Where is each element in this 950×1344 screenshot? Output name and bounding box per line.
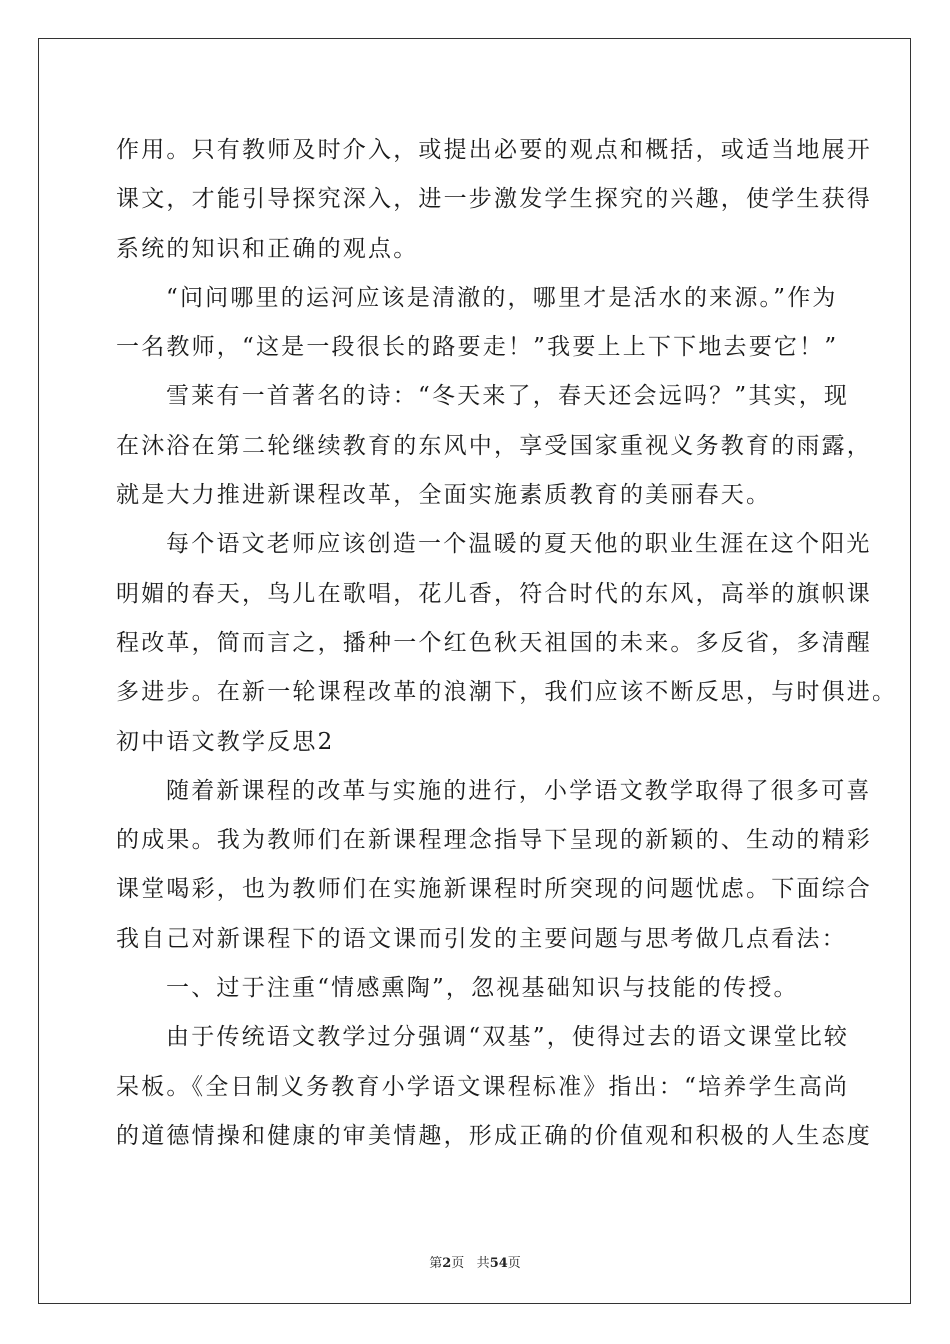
- page-prefix: 第: [429, 1256, 443, 1271]
- text-line: 在沐浴在第二轮继续教育的东风中，享受国家重视义务教育的雨露，: [116, 432, 872, 459]
- text-line: 我自己对新课程下的语文课而引发的主要问题与思考做几点看法：: [116, 925, 847, 952]
- text-line: 雪莱有一首著名的诗：“冬天来了，春天还会远吗？”其实，现: [166, 383, 850, 410]
- text-line: 每个语文老师应该创造一个温暖的夏天他的职业生涯在这个阳光: [166, 531, 872, 558]
- text-line: “问问哪里的运河应该是清澈的，哪里才是活水的来源。”作为: [166, 284, 838, 311]
- text-line: 呆板。《全日制义务教育小学语文课程标准》指出：“培养学生高尚: [116, 1073, 850, 1100]
- text-line: 的道德情操和健康的审美情趣，形成正确的价值观和积极的人生态度: [116, 1122, 872, 1149]
- document-body: [116, 126, 898, 1161]
- total-pages: 54: [489, 1256, 508, 1271]
- text-line: 系统的知识和正确的观点。: [116, 235, 419, 262]
- text-line: 随着新课程的改革与实施的进行，小学语文教学取得了很多可喜: [166, 777, 872, 804]
- text-line: 就是大力推进新课程改革，全面实施素质教育的美丽春天。: [116, 482, 772, 509]
- total-suffix: 页: [507, 1256, 521, 1271]
- text-line: 作用。只有教师及时介入，或提出必要的观点和概括，或适当地展开: [116, 137, 872, 163]
- text-line: 课堂喝彩，也为教师们在实施新课程时所突现的问题忧虑。下面综合: [116, 876, 872, 903]
- text-line: 的成果。我为教师们在新课程理念指导下呈现的新颖的、生动的精彩: [116, 827, 872, 854]
- text-line: 课文，才能引导探究深入，进一步激发学生探究的兴趣，使学生获得: [116, 186, 872, 213]
- page-footer: [0, 1252, 950, 1271]
- text-line: 明媚的春天，鸟儿在歌唱，花儿香，符合时代的东风，高举的旗帜课: [116, 580, 872, 607]
- text-line: 一、过于注重“情感熏陶”，忽视基础知识与技能的传授。: [166, 975, 799, 1002]
- text-line: 一名教师，“这是一段很长的路要走！”我要上上下下地去要它！”: [116, 334, 839, 361]
- text-line: 由于传统语文教学过分强调“双基”，使得过去的语文课堂比较: [166, 1024, 850, 1051]
- total-prefix: 共: [476, 1256, 490, 1271]
- page-suffix: 页: [451, 1256, 465, 1271]
- text-line: 程改革，简而言之，播种一个红色秋天祖国的未来。多反省，多清醒: [116, 629, 872, 656]
- section-heading: 初中语文教学反思2: [116, 728, 335, 755]
- text-line: 多进步。在新一轮课程改革的浪潮下，我们应该不断反思，与时俱进。: [116, 679, 898, 706]
- page-number: 2: [442, 1256, 452, 1271]
